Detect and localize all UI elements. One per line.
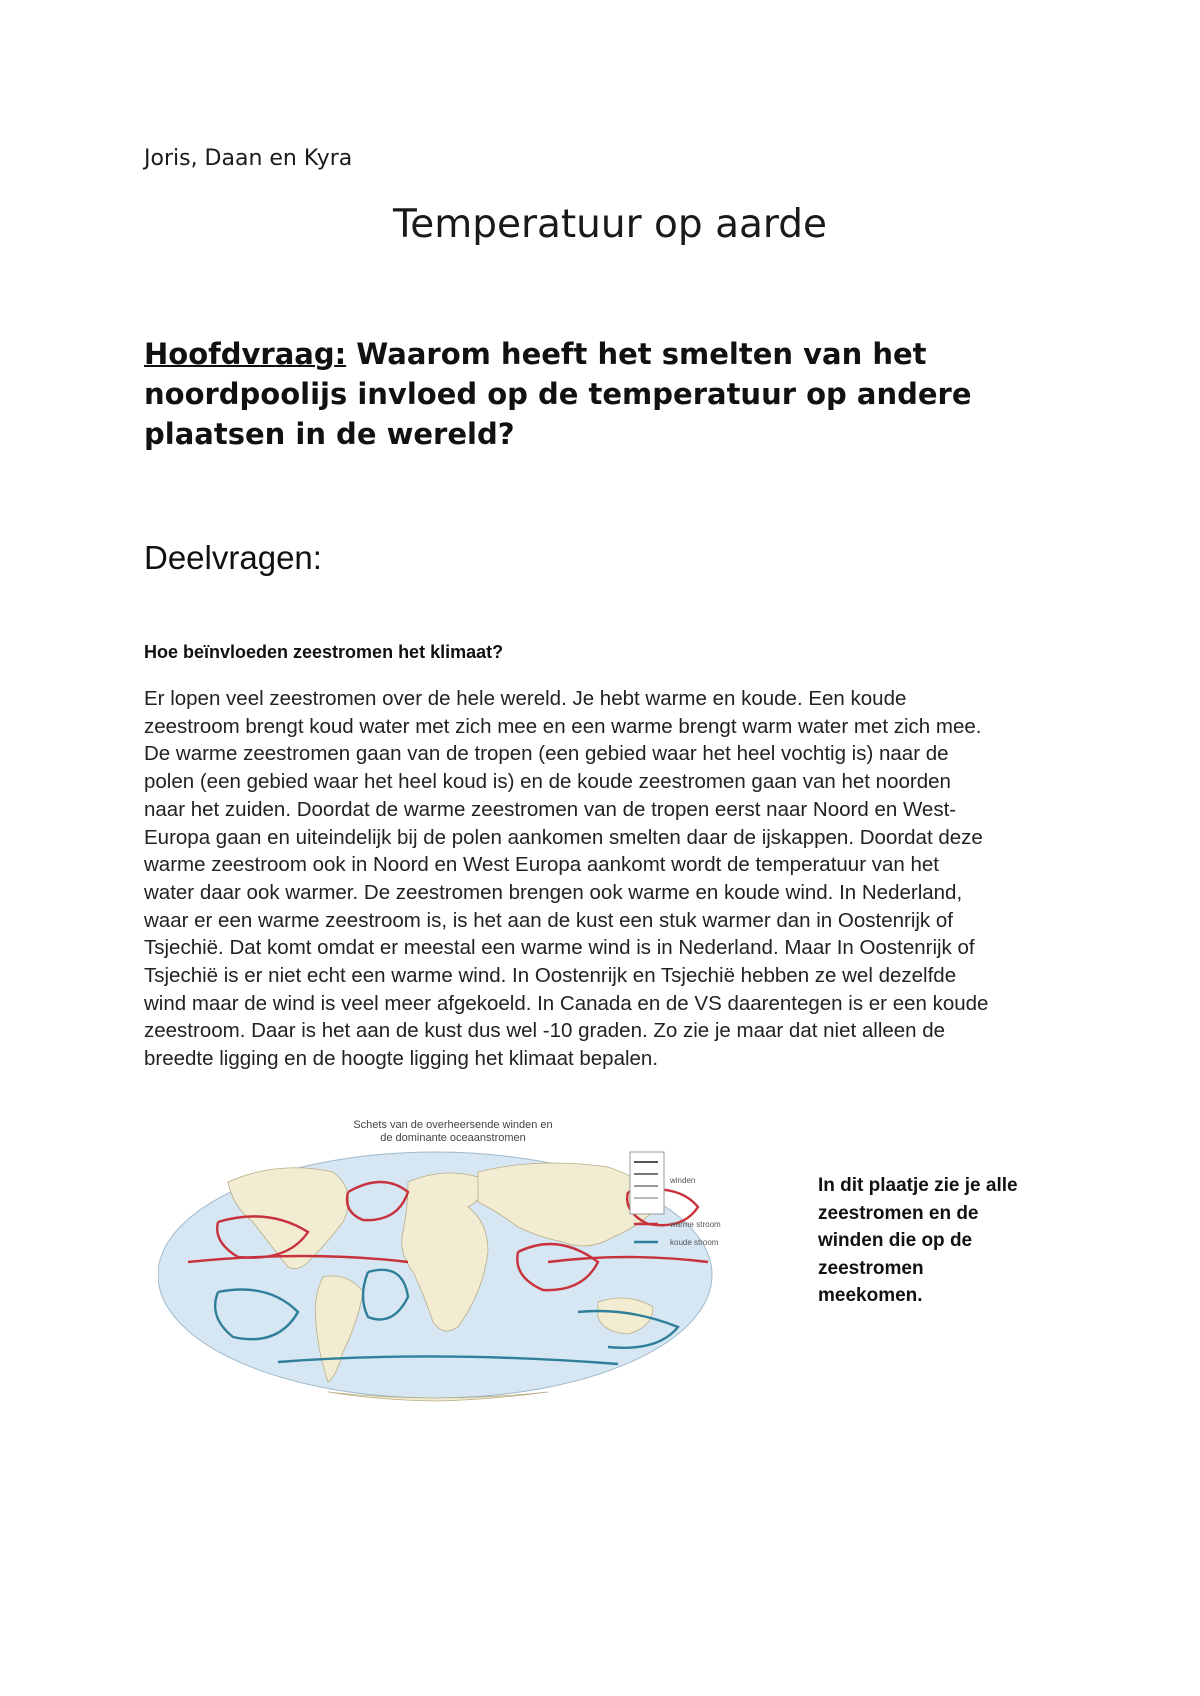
paragraph-line: polen (een gebied waar het heel koud is) en de koude zeestromen gaan van het noorden (144, 770, 951, 794)
authors: Joris, Daan en Kyra (144, 146, 353, 171)
caption-line: meekomen. (818, 1285, 923, 1306)
map-title-line-2: de dominante oceaanstromen (380, 1132, 526, 1144)
paragraph-line: Europa gaan en uiteindelijk bij de polen aankomen smelten daar de ijskappen. Doordat deze (144, 825, 983, 849)
main-question-text: Waarom heeft het smelten van het noordpoolijs invloed op de temperatuur op andere plaatsen in de wereld? (144, 337, 972, 451)
paragraph-line: zeestroom brengt koud water met zich mee en een warme brengt warm water met zich mee. (144, 714, 982, 738)
map-title-line-1: Schets van de overheersende winden en (353, 1119, 553, 1131)
caption-line: In dit plaatje zie je alle (818, 1175, 1018, 1196)
paragraph-line: water daar ook warmer. De zeestromen brengen ook warme en koude wind. In Nederland, (144, 880, 963, 904)
main-question (144, 334, 1064, 454)
paragraph-line: naar het zuiden. Doordat de warme zeestromen van de tropen eerst naar Noord en West- (144, 797, 957, 821)
caption-line: zeestromen (818, 1257, 924, 1279)
caption-line: zeestromen en de (818, 1202, 979, 1224)
paragraph-line: wind maar de wind is veel meer afgekoeld. In Canada en de VS daarentegen is er een koude (144, 991, 989, 1015)
caption-line: winden die op de (818, 1230, 973, 1251)
figure-caption (818, 1172, 1068, 1310)
legend-cold-label: koude stroom (670, 1238, 719, 1247)
ocean-currents-map-figure (158, 1112, 808, 1412)
legend-wind-label: winden (670, 1176, 696, 1185)
document-title: Temperatuur op aarde (393, 202, 827, 247)
paragraph-line: Tsjechië. Dat komt omdat er meestal een warme wind is in Nederland. Maar In Oostenrijk of (144, 936, 975, 960)
paragraph-line: Er lopen veel zeestromen over de hele wereld. Je hebt warme en koude. Een koude (144, 687, 907, 710)
paragraph-line: warme zeestroom ook in Noord en West Europa aankomt wordt de temperatuur van het (144, 853, 939, 877)
sub-questions-heading: Deelvragen: (144, 539, 322, 576)
paragraph-line: waar er een warme zeestroom is, is het aan de kust een stuk warmer dan in Oostenrijk of (144, 908, 953, 932)
paragraph-line: Tsjechië is er niet echt een warme wind. In Oostenrijk en Tsjechië hebben ze wel dezelfde (144, 964, 957, 988)
legend-warm-label: warme stroom (670, 1220, 721, 1229)
body-paragraph (144, 685, 1069, 1073)
sub-question: Hoe beïnvloeden zeestromen het klimaat? (144, 642, 504, 662)
main-question-label: Hoofdvraag: (144, 337, 347, 371)
paragraph-line: De warme zeestromen gaan van de tropen (een gebied waar het heel vochtig is) naar de (144, 742, 949, 766)
paragraph-line: breedte ligging en de hoogte ligging het klimaat bepalen. (144, 1047, 659, 1071)
paragraph-line: zeestroom. Daar is het aan de kust dus wel -10 graden. Zo zie je maar dat niet alleen de (144, 1019, 946, 1043)
